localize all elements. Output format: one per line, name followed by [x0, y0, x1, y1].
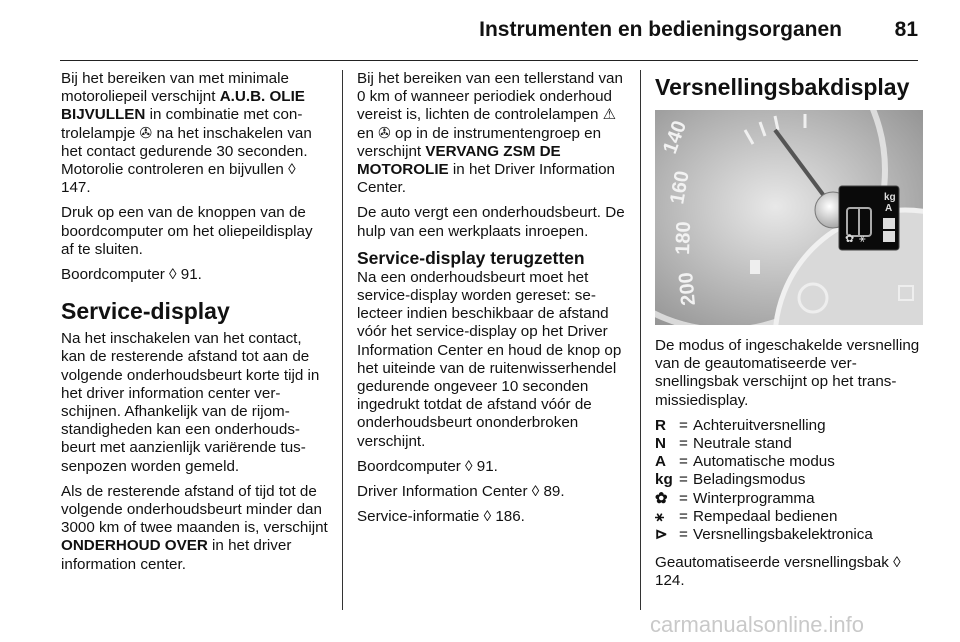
message-change-oil: VERVANG ZSM DE MOTOROLIE [357, 142, 561, 179]
paragraph-oil-change [357, 70, 625, 197]
legend-row [655, 471, 923, 489]
text: in combinatie met controlelampje ✇ na het inschakelen van het contact gedurende 30 seconden. Motorolie controleren en bijvullen ◊ 147. [61, 106, 312, 197]
column-2 [357, 70, 625, 533]
text: Als de resterende afstand of tijd tot de volgende onderhoudsbeurt minder dan 3000 km of twee maanden is, verschijnt [61, 482, 328, 537]
text: Bij het bereiken van met minimale motoroliepeil verschijnt [61, 70, 289, 106]
legend-text: Achteruitversnelling [693, 416, 826, 434]
paragraph-service-needed: De auto vergt een onderhoudsbeurt. De hulp van een werkplaats inroepen. [357, 204, 625, 240]
tick-label: 180 [672, 221, 696, 256]
heading-service-display: Service-display [61, 298, 230, 325]
legend-key: A [655, 453, 666, 471]
paragraph-service-info: Na het inschakelen van het contact, kan de resterende afstand tot aan de volgende onderhoudsbeurt korte tijd in het driver information center verschijnen. Afhankelijk van de rijomstandigheden kan een onderhoudsbeurt met aanzienlijk variërende tussenpozen worden gemeld. [61, 330, 320, 475]
legend-eq: = [679, 507, 688, 525]
legend-row [655, 526, 923, 544]
ref-boordcomputer: Boordcomputer ◊ 91. [357, 457, 498, 475]
legend-text: Versnellingsbakelektronica [693, 526, 873, 544]
display-a: A [885, 203, 893, 214]
page-number: 81 [894, 18, 918, 41]
text: in het driver information center. [61, 537, 292, 573]
legend-text: Beladingsmodus [693, 471, 806, 489]
paragraph-oil-level [61, 70, 329, 197]
gearbox-display-illustration [655, 110, 923, 325]
column-divider [640, 70, 641, 610]
display-winter-icon: ✿ [845, 233, 855, 245]
display-n-top [883, 218, 895, 229]
brake-pedal-icon: ⚹ [655, 507, 665, 525]
tick-label: 140 [659, 117, 692, 157]
legend-key: kg [655, 471, 673, 489]
legend-eq: = [679, 435, 688, 453]
tick-label: 160 [666, 169, 694, 206]
display-kg: kg [884, 192, 896, 203]
text: in het Driver Information Center. [357, 161, 615, 197]
tick-label: 200 [675, 271, 700, 307]
legend-eq: = [679, 453, 688, 471]
ref-boordcomputer: Boordcomputer ◊ 91. [61, 266, 202, 284]
legend-eq: = [679, 416, 688, 434]
page-header [0, 0, 960, 62]
header-rule [60, 60, 918, 61]
legend-eq: = [679, 471, 688, 489]
paragraph-reset-instructions: Na een onderhoudsbeurt moet het service-display worden gereset: selecteer indien beschikbaar de afstand vóór het service-display op het Driver Information Center en houd de knop op het uiteinde van de ruitenwisserhendel gedurende ongeveer 10 seconden ingedrukt totdat de afstand vóór de onderhoudsbeurt ononderbroken verschijnt. [357, 268, 622, 450]
paragraph-gearbox-intro: De modus of ingeschakelde versnelling van de geautomatiseerde versnellingsbak verschijnt op het transmissiedisplay. [655, 337, 920, 409]
winter-icon: ✿ [655, 489, 668, 507]
ref-driver-info-center: Driver Information Center ◊ 89. [357, 483, 565, 501]
heading-reset-service: Service-display terugzetten [357, 247, 585, 268]
legend-key: N [655, 435, 666, 453]
legend-eq: = [679, 489, 688, 507]
message-service-due: ONDERHOUD OVER [61, 537, 208, 555]
watermark: carmanualsonline.info [650, 612, 865, 637]
ref-automated-gearbox: Geautomatiseerde versnellingsbak ◊ 124. [655, 554, 901, 590]
legend-text: Neutrale stand [693, 435, 792, 453]
ref-service-info: Service-informatie ◊ 186. [357, 508, 525, 526]
paragraph-service-due [61, 483, 329, 574]
legend-row [655, 508, 923, 526]
legend-eq: = [679, 526, 688, 544]
gear-legend [655, 417, 923, 544]
text: Bij het bereiken van een tellerstand van 0 km of wanneer periodiek onderhoud vereist is, lichten de controlelampen ⚠ en ✇ op in de instrumentengroep en verschijnt [357, 70, 623, 160]
legend-text: Rempedaal bedienen [693, 507, 838, 525]
page-title: Instrumenten en bedieningsorganen [479, 18, 842, 41]
paragraph-close-display: Druk op een van de knoppen van de boordcomputer om het oliepeildisplay af te sluiten. [61, 204, 313, 258]
message-oil-refill: A.U.B. OLIE BIJVULLEN [61, 88, 305, 124]
legend-row [655, 490, 923, 508]
legend-row [655, 453, 923, 471]
legend-key: R [655, 416, 666, 434]
column-3 [655, 70, 923, 598]
legend-row [655, 435, 923, 453]
gearbox-electronics-icon: ⊳ [655, 526, 668, 544]
fuel-icon [750, 260, 760, 274]
legend-text: Automatische modus [693, 453, 835, 471]
legend-text: Winterprogramma [693, 489, 815, 507]
column-1 [61, 70, 329, 581]
display-pedal-icon: ⚹ [859, 233, 866, 245]
legend-row [655, 417, 923, 435]
column-divider [342, 70, 343, 610]
heading-gearbox-display: Versnellingsbakdisplay [655, 74, 910, 100]
display-n-bottom [883, 231, 895, 242]
